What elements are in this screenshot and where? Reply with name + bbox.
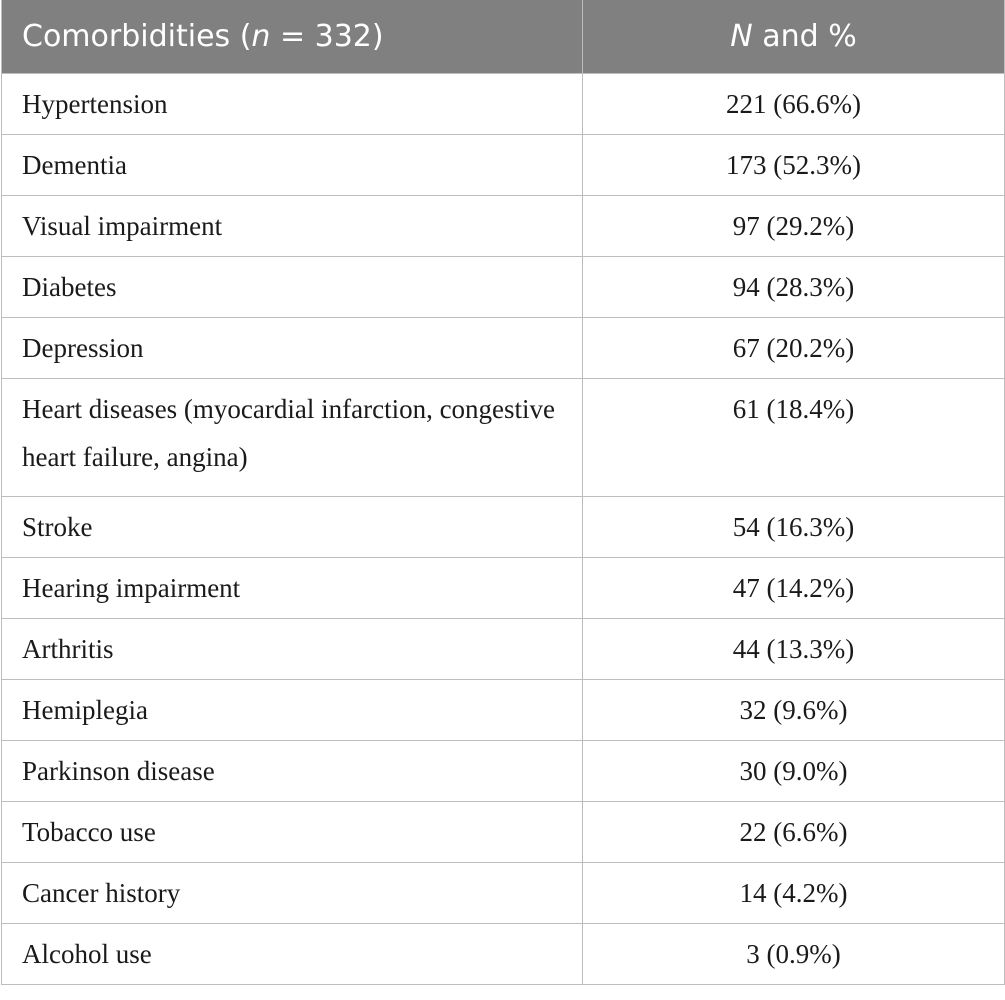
table-row	[2, 74, 1005, 135]
row-label: Stroke	[2, 497, 583, 558]
row-value: 14 (4.2%)	[583, 863, 1005, 924]
table-row	[2, 135, 1005, 196]
row-value: 32 (9.6%)	[583, 680, 1005, 741]
table-row	[2, 802, 1005, 863]
row-value: 173 (52.3%)	[583, 135, 1005, 196]
comorbidities-table	[1, 0, 1005, 985]
row-label: Arthritis	[2, 619, 583, 680]
row-label: Hearing impairment	[2, 558, 583, 619]
row-value: 97 (29.2%)	[583, 196, 1005, 257]
row-value: 22 (6.6%)	[583, 802, 1005, 863]
header-n-and-percent: N and %	[583, 0, 1005, 74]
row-value: 30 (9.0%)	[583, 741, 1005, 802]
row-label: Heart diseases (myocardial infarction, congestive heart failure, angina)	[2, 379, 583, 497]
table-header-row	[2, 0, 1005, 74]
row-value: 3 (0.9%)	[583, 924, 1005, 985]
row-value: 67 (20.2%)	[583, 318, 1005, 379]
table-row	[2, 619, 1005, 680]
table-row	[2, 558, 1005, 619]
table-row	[2, 196, 1005, 257]
row-label: Tobacco use	[2, 802, 583, 863]
table-row	[2, 741, 1005, 802]
table-row	[2, 680, 1005, 741]
row-label: Diabetes	[2, 257, 583, 318]
table-row	[2, 497, 1005, 558]
row-label: Dementia	[2, 135, 583, 196]
row-label: Hypertension	[2, 74, 583, 135]
table-row	[2, 257, 1005, 318]
row-label: Cancer history	[2, 863, 583, 924]
table-row	[2, 924, 1005, 985]
row-value: 47 (14.2%)	[583, 558, 1005, 619]
row-value: 44 (13.3%)	[583, 619, 1005, 680]
row-value: 61 (18.4%)	[583, 379, 1005, 497]
row-label: Visual impairment	[2, 196, 583, 257]
header-comorbidities: Comorbidities (n = 332)	[2, 0, 583, 74]
table-row	[2, 863, 1005, 924]
row-label: Depression	[2, 318, 583, 379]
row-label: Alcohol use	[2, 924, 583, 985]
row-label: Hemiplegia	[2, 680, 583, 741]
table-row	[2, 318, 1005, 379]
table-row	[2, 379, 1005, 497]
row-value: 221 (66.6%)	[583, 74, 1005, 135]
row-label: Parkinson disease	[2, 741, 583, 802]
row-value: 54 (16.3%)	[583, 497, 1005, 558]
row-value: 94 (28.3%)	[583, 257, 1005, 318]
